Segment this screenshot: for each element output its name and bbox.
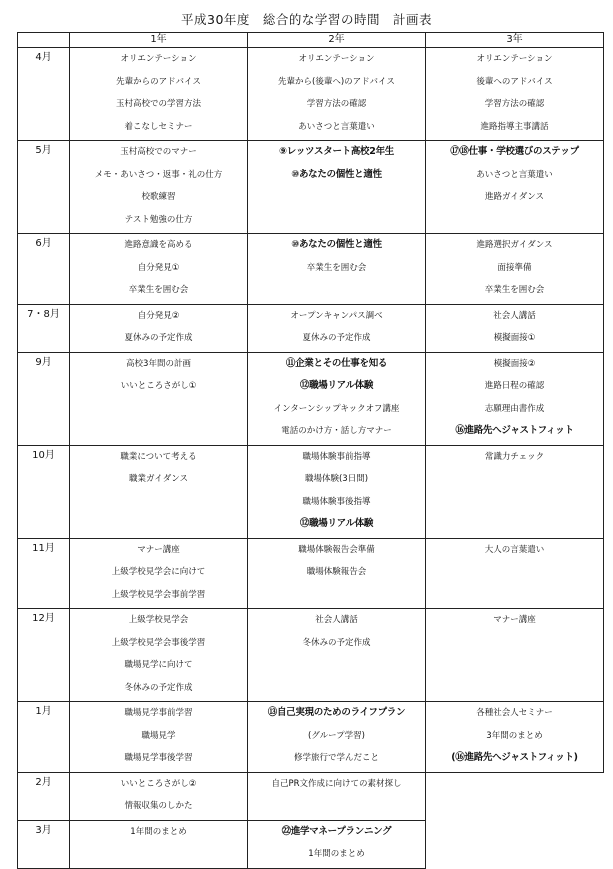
table-row <box>18 352 604 445</box>
activity-item: 電話のかけ方・話し方マナー <box>281 426 392 436</box>
month-cell: 6月 <box>18 234 70 305</box>
activity-item: 後輩へのアドバイス <box>476 76 553 87</box>
activity-item: マナー講座 <box>493 615 536 625</box>
activity-item: 先輩から(後輩へ)のアドバイス <box>278 76 395 87</box>
activity-item: 模擬面接① <box>493 333 536 343</box>
month-cell: 5月 <box>18 141 70 234</box>
activity-item: 自分発見② <box>137 310 180 321</box>
activity-item: 進路ガイダンス <box>484 192 545 202</box>
grade-1-cell <box>70 234 248 305</box>
activity-item: 3年間のまとめ <box>486 730 543 741</box>
activity-item: 職場体験報告会準備 <box>298 544 375 555</box>
table-row <box>18 234 604 305</box>
activity-item: 玉村高校での学習方法 <box>115 99 201 109</box>
grade-1-cell <box>70 609 248 702</box>
activity-item: 大人の言葉遣い <box>484 544 545 555</box>
month-cell: 4月 <box>18 48 70 141</box>
grade-3-cell <box>426 304 604 352</box>
activity-item: 冬休みの予定作成 <box>124 682 193 693</box>
grade-3-cell <box>426 820 604 868</box>
table-row <box>18 538 604 609</box>
grade-2-cell <box>248 48 426 141</box>
grade-1-cell <box>70 304 248 352</box>
activity-item: 上級学校見学会事後学習 <box>111 637 206 648</box>
grade-1-cell <box>70 820 248 868</box>
activity-item: オリエンテーション <box>120 54 197 64</box>
grade-2-cell <box>248 304 426 352</box>
unit-title: ⑫職場リアル体験 <box>299 380 374 391</box>
activity-item: メモ・あいさつ・返事・礼の仕方 <box>94 169 223 180</box>
unit-title: ⑯進路先へジャストフィット <box>455 425 574 436</box>
activity-item: 自分発見① <box>137 262 180 273</box>
grade-1-cell <box>70 772 248 820</box>
month-cell: 1月 <box>18 702 70 773</box>
grade-1-cell <box>70 538 248 609</box>
page-title: 平成30年度 総合的な学習の時間 計画表 <box>181 12 432 27</box>
activity-item: 上級学校見学会に向けて <box>111 567 206 577</box>
activity-item: 玉村高校でのマナー <box>120 147 197 157</box>
activity-item: 面接準備 <box>497 262 532 273</box>
grade-3-cell <box>426 609 604 702</box>
activity-item: 社会人講話 <box>315 615 358 625</box>
activity-item: 進路選択ガイダンス <box>476 240 553 250</box>
unit-title: ⑬自己実現のためのライフプラン <box>267 707 406 718</box>
grade-2-cell <box>248 234 426 305</box>
grade-2-cell <box>248 820 426 868</box>
activity-item: 自己PR文作成に向けての素材探し <box>271 778 402 789</box>
activity-item: オリエンテーション <box>476 54 553 64</box>
activity-item: 夏休みの予定作成 <box>124 333 193 343</box>
activity-item: 職業について考える <box>120 451 197 462</box>
grade-2-cell <box>248 352 426 445</box>
table-row <box>18 702 604 773</box>
activity-item: (グループ学習) <box>308 730 365 741</box>
activity-item: 学習方法の確認 <box>484 99 545 109</box>
activity-item: 学習方法の確認 <box>306 99 367 109</box>
grade-1-cell <box>70 352 248 445</box>
activity-item: 卒業生を囲む会 <box>484 285 545 295</box>
grade-3-cell <box>426 445 604 538</box>
table-row <box>18 772 604 820</box>
activity-item: 高校3年間の計画 <box>126 358 191 369</box>
grade-3-cell <box>426 352 604 445</box>
grade-3-cell <box>426 702 604 773</box>
activity-item: 冬休みの予定作成 <box>302 637 371 648</box>
activity-item: 卒業生を囲む会 <box>306 262 367 273</box>
table-row <box>18 609 604 702</box>
grade-1-cell <box>70 141 248 234</box>
header-row <box>18 33 604 48</box>
grade-3-cell <box>426 141 604 234</box>
header-grade-1: 1年 <box>70 33 248 48</box>
unit-title: ⑫職場リアル体験 <box>299 518 374 529</box>
activity-item: オリエンテーション <box>298 54 375 64</box>
header-month <box>18 33 70 48</box>
unit-title: ㉒進学マネープランニング <box>281 825 392 837</box>
table-row <box>18 304 604 352</box>
grade-2-cell <box>248 609 426 702</box>
activity-item: 情報収集のしかた <box>124 801 193 811</box>
month-cell: 2月 <box>18 772 70 820</box>
activity-item: 志願理由書作成 <box>484 403 545 414</box>
unit-title: ⑪企業とその仕事を知る <box>285 357 388 369</box>
month-cell: 9月 <box>18 352 70 445</box>
grade-2-cell <box>248 141 426 234</box>
activity-item: あいさつと言葉遣い <box>476 169 553 180</box>
table-row <box>18 445 604 538</box>
unit-title: ⑩あなたの個性と適性 <box>291 168 382 180</box>
month-cell: 10月 <box>18 445 70 538</box>
activity-item: マナー講座 <box>137 544 180 555</box>
unit-title: ⑰⑱仕事・学校選びのステップ <box>450 146 579 157</box>
month-cell: 3月 <box>18 820 70 868</box>
activity-item: 着こなしセミナー <box>124 121 193 132</box>
activity-item: あいさつと言葉遣い <box>298 121 375 132</box>
table-row <box>18 48 604 141</box>
activity-item: 1年間のまとめ <box>130 826 187 837</box>
activity-item: 校歌練習 <box>141 192 176 202</box>
activity-item: 社会人講話 <box>493 310 536 321</box>
header-grade-2: 2年 <box>248 33 426 48</box>
activity-item: 職場体験報告会 <box>306 567 367 577</box>
grade-3-cell <box>426 234 604 305</box>
activity-item: 進路意識を高める <box>124 240 193 250</box>
month-cell: 11月 <box>18 538 70 609</box>
activity-item: 上級学校見学会 <box>128 615 189 625</box>
activity-item: 夏休みの予定作成 <box>302 333 371 343</box>
activity-item: 卒業生を囲む会 <box>128 285 189 295</box>
header-grade-3: 3年 <box>426 33 604 48</box>
activity-item: 職場見学事前学習 <box>124 708 193 718</box>
activity-item: 1年間のまとめ <box>308 849 365 859</box>
grade-2-cell <box>248 538 426 609</box>
activity-item: 職場体験(3日間) <box>304 474 369 484</box>
month-cell: 7・8月 <box>18 304 70 352</box>
activity-item: 職場見学 <box>141 730 176 741</box>
activity-item: インターンシップキックオフ講座 <box>273 403 400 414</box>
activity-item: 各種社会人セミナー <box>476 708 553 718</box>
activity-item: いいところさがし② <box>120 778 197 789</box>
activity-item: 模擬面接② <box>493 358 536 369</box>
table-row <box>18 820 604 868</box>
activity-item: 職場体験事前指導 <box>302 451 371 462</box>
activity-item: 職場体験事後指導 <box>302 496 371 507</box>
grade-3-cell <box>426 772 604 820</box>
grade-3-cell <box>426 48 604 141</box>
grade-2-cell <box>248 702 426 773</box>
unit-title: ⑩あなたの個性と適性 <box>291 239 382 250</box>
table-row <box>18 141 604 234</box>
activity-item: 常識力チェック <box>484 451 545 462</box>
unit-title: (⑯進路先へジャストフィット) <box>451 752 578 763</box>
grade-1-cell <box>70 445 248 538</box>
activity-item: オープンキャンパス調べ <box>290 310 383 321</box>
activity-item: 先輩からのアドバイス <box>116 76 201 87</box>
activity-item: 職場見学に向けて <box>124 660 193 670</box>
activity-item: 進路日程の確認 <box>484 381 545 391</box>
activity-item: 職業ガイダンス <box>128 474 189 484</box>
month-cell: 12月 <box>18 609 70 702</box>
grade-2-cell <box>248 772 426 820</box>
activity-item: 上級学校見学会事前学習 <box>111 589 206 600</box>
grade-2-cell <box>248 445 426 538</box>
activity-item: 職場見学事後学習 <box>124 753 193 763</box>
activity-item: いいところさがし① <box>120 381 197 391</box>
activity-item: 修学旅行で学んだこと <box>293 753 379 763</box>
grade-1-cell <box>70 48 248 141</box>
unit-title: ⑨レッツスタート高校2年生 <box>279 146 394 157</box>
grade-1-cell <box>70 702 248 773</box>
activity-item: 進路指導主事講話 <box>480 121 549 132</box>
grade-3-cell <box>426 538 604 609</box>
plan-table <box>17 32 604 869</box>
activity-item: テスト勉強の仕方 <box>124 214 193 225</box>
